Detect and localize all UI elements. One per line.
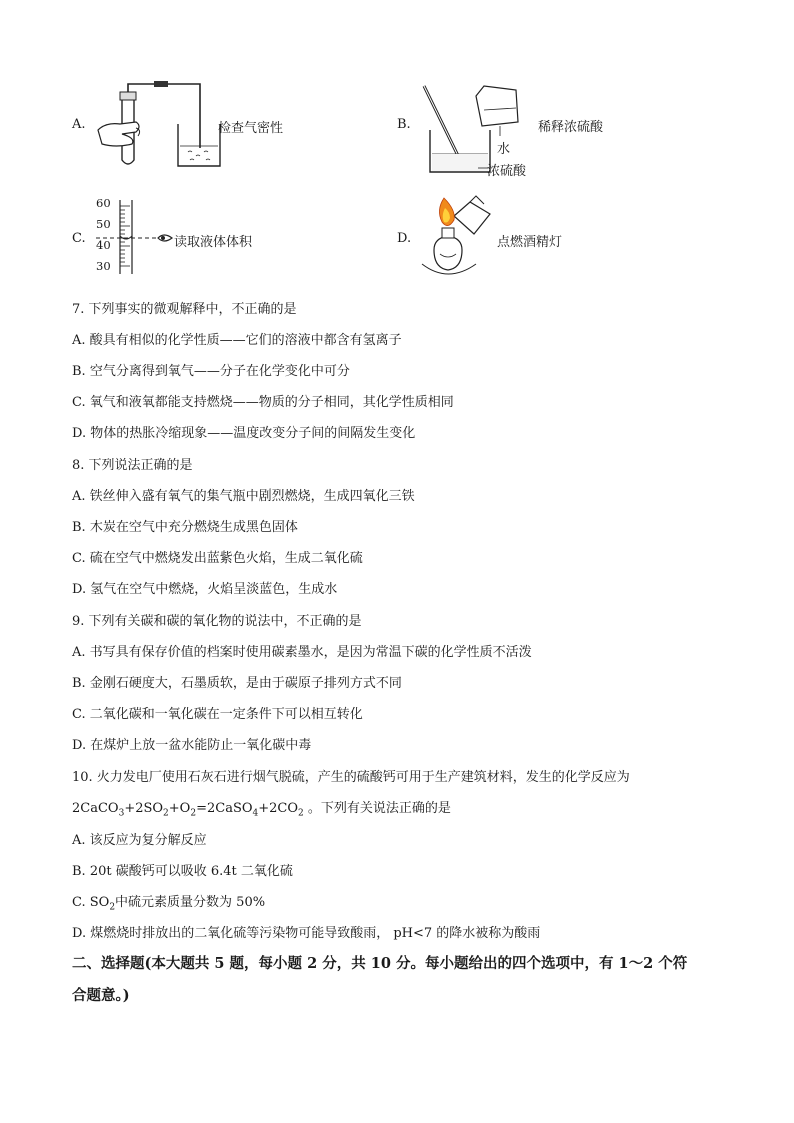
q10-option-c-suffix: 中硫元素质量分数为 50% [115, 895, 266, 910]
option-a-caption: 检查气密性 [218, 121, 284, 136]
option-a-letter: A. [72, 117, 86, 132]
tick-30: 30 [96, 259, 111, 273]
q8-option-b: B. 木炭在空气中充分燃烧生成黑色固体 [72, 520, 298, 535]
q10-option-c-prefix: C. SO [72, 895, 110, 910]
option-d-letter: D. [397, 231, 412, 246]
q8-stem: 8. 下列说法正确的是 [72, 458, 193, 473]
q7-option-b: B. 空气分离得到氧气——分子在化学变化中可分 [72, 364, 350, 379]
q9-option-a: A. 书写具有保存价值的档案时使用碳素墨水，是因为常温下碳的化学性质不活泼 [72, 645, 532, 660]
airtight-check-figure [92, 78, 222, 173]
q9-stem: 9. 下列有关碳和碳的氧化物的说法中，不正确的是 [72, 614, 362, 629]
label-concentrated-acid: 浓硫酸 [487, 164, 527, 179]
q10-option-a: A. 该反应为复分解反应 [72, 833, 207, 848]
option-c-caption: 读取液体体积 [174, 235, 253, 250]
q10-equation-line [72, 797, 451, 819]
alcohol-lamp-figure [414, 190, 504, 280]
q9-option-c: C. 二氧化碳和一氧化碳在一定条件下可以相互转化 [72, 707, 363, 722]
chemical-equation: $2CaCO_3+2SO_2+O_2=2CaSO_4+2CO_2$ [72, 801, 304, 819]
tick-40: 40 [96, 238, 111, 252]
q8-option-c: C. 硫在空气中燃烧发出蓝紫色火焰，生成二氧化硫 [72, 551, 363, 566]
q7-option-a: A. 酸具有相似的化学性质——它们的溶液中都含有氢离子 [72, 333, 402, 348]
q10-option-d: D. 煤燃烧时排放出的二氧化硫等污染物可能导致酸雨， pH<7 的降水被称为酸雨 [72, 926, 541, 941]
q10-stem: 10. 火力发电厂使用石灰石进行烟气脱硫，产生的硫酸钙可用于生产建筑材料，发生的化学反应为 [72, 770, 630, 785]
q7-stem: 7. 下列事实的微观解释中，不正确的是 [72, 302, 297, 317]
q8-option-a: A. 铁丝伸入盛有氧气的集气瓶中剧烈燃烧，生成四氧化三铁 [72, 489, 415, 504]
q10-option-b: B. 20t 碳酸钙可以吸收 6.4t 二氧化硫 [72, 864, 293, 879]
q9-option-d: D. 在煤炉上放一盆水能防止一氧化碳中毒 [72, 738, 312, 753]
section-two-heading-line2: 合题意。) [72, 987, 130, 1004]
q10-stem-tail: 。下列有关说法正确的是 [307, 801, 451, 816]
q10-option-c: C. $SO_2$中硫元素质量分数为 50% [72, 895, 266, 913]
tick-60: 60 [96, 196, 111, 210]
option-c-letter: C. [72, 231, 86, 246]
option-b-caption: 稀释浓硫酸 [538, 120, 604, 135]
section-two-heading-line1: 二、选择题(本大题共 5 题，每小题 2 分，共 10 分。每小题给出的四个选项中，有 1～2 个符 [72, 955, 688, 972]
q7-option-d: D. 物体的热胀冷缩现象——温度改变分子间的间隔发生变化 [72, 426, 416, 441]
tick-50: 50 [96, 217, 111, 231]
q7-option-c: C. 氧气和液氧都能支持燃烧——物质的分子相同，其化学性质相同 [72, 395, 454, 410]
option-b-letter: B. [397, 117, 411, 132]
label-water: 水 [497, 142, 511, 157]
option-d-caption: 点燃酒精灯 [497, 235, 563, 250]
q9-option-b: B. 金刚石硬度大，石墨质软，是由于碳原子排列方式不同 [72, 676, 402, 691]
q8-option-d: D. 氢气在空气中燃烧，火焰呈淡蓝色，生成水 [72, 582, 338, 597]
